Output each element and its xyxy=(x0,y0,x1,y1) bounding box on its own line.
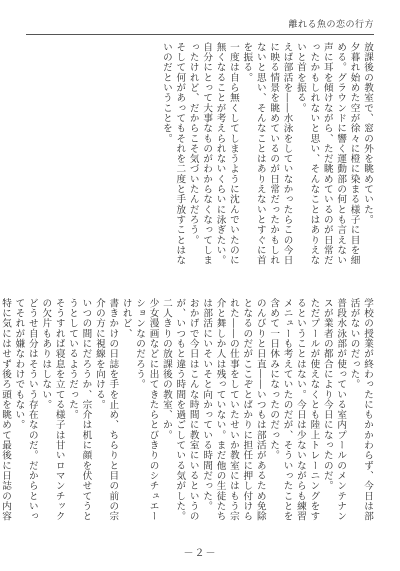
paragraph: 学校の授業が終わったにもかかわらず、今日は部活がないのだった。 xyxy=(348,298,373,522)
paragraph: そうすれば寝息を立てる様子は甘いロマンチックの欠片もありはしない。 xyxy=(40,298,65,522)
lower-text-block xyxy=(0,298,374,530)
paragraph: そして何があってもそれを二度と手放すことはないのだということを。 xyxy=(160,42,186,266)
paragraph: 普段水泳部が使っている室内プールのメンテナンスが業者の都合により今日になったのだ。 xyxy=(321,298,347,522)
header-divider xyxy=(26,34,374,35)
paragraph: ただプールが使えなくとも陸上トレーニングをするということはない。今日は少ないながらも練習メニューも考えていたのだが、そういったことを含めて一日休みになったのだった。 xyxy=(268,298,320,522)
paragraph: いつの間にだろうか、宗介は机に顔を伏せてうとうとしているようだった。 xyxy=(67,298,92,522)
paragraph: のんびりと日直――いつもは部活があるため免除となるのだがここぞとばかりに担任に押し付けられた――の仕事をしていたせいか教室にはもう宗介と舞しか人は残っていない。まだ他の生徒たちは部活にいそいそと向かっている時間だった。 xyxy=(201,298,266,522)
paragraph: 少女漫画などに出てきたらとびきりのシチュエーションなのだろう。 xyxy=(134,298,159,522)
paragraph: 一度は自ら無くしてしまうように沈んでいたのに無くなることが考えられないくらいに泳ぎたい。 xyxy=(214,42,239,266)
paragraph: 自分にとって大事なものがわからなくなってしまったけれど、だからこそ気づいたんだろう。 xyxy=(187,42,213,266)
paragraph: 放課後の教室で、窓の外を眺めていた。 xyxy=(362,42,373,225)
paragraph: 夕暮れ始めた空が徐々に橙に染まる様子に目を細める。グラウンドに響く運動部の何とも言えない声に耳を傾けながら、ただ眺めているのが日常だったかもしれないと思い、そんなことはありえないと首を振る。 xyxy=(294,42,360,266)
paragraph: けれど、 xyxy=(120,298,132,339)
paragraph: 特に気にはせず後ろ頭を眺めて最後に日誌の内容 xyxy=(0,298,12,522)
page-number: －２－ xyxy=(183,548,217,559)
paragraph: おかげで今日はこんな時間に教室にいるというのが、いつもと違う時間を過ごしている気がした。 xyxy=(174,298,199,522)
paragraph: えば部活を――水泳をしていなかったらこの今日に映る情景を眺めているのが日常だったかもしれないと思い、そんなことはありえないとすぐに首を振る。 xyxy=(241,42,293,266)
upper-text-block xyxy=(26,42,374,274)
running-header-title: 離れる魚の恋の行方 xyxy=(288,20,374,30)
paragraph: 書きかけの日誌を手を止め、ちらりと目の前の宗介の方に視線を向ける。 xyxy=(93,298,119,522)
paragraph: 二人きりの放課後の教室、か。 xyxy=(160,298,172,441)
paragraph: どうせ自分はそういう存在なのだ。だからといってそれが嫌なわけでもない。 xyxy=(13,298,38,522)
